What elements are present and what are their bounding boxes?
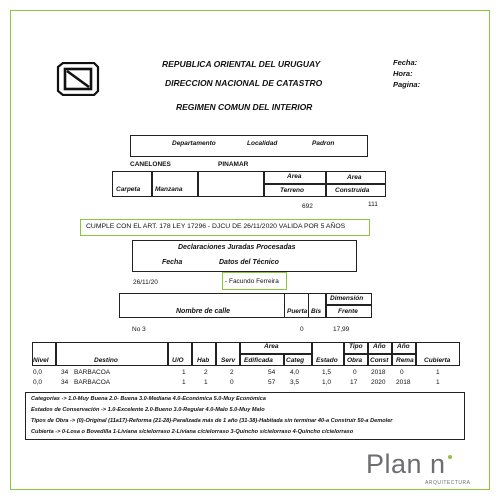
col-obra: Obra bbox=[347, 357, 363, 364]
row-uo: 1 bbox=[182, 369, 186, 376]
row-obra: 0 bbox=[353, 369, 357, 376]
col-departamento: Departamento bbox=[172, 140, 216, 147]
col-area-1: Area bbox=[287, 173, 302, 180]
col-tecnico: Datos del Técnico bbox=[219, 259, 279, 266]
header-hora: Hora: bbox=[393, 69, 413, 78]
calle-nombre: No 3 bbox=[132, 326, 146, 333]
col-fecha: Fecha bbox=[162, 259, 183, 266]
col-nombre-calle: Nombre de calle bbox=[176, 308, 231, 315]
area-construida-value: 111 bbox=[368, 201, 378, 208]
col-edificada: Edificada bbox=[244, 357, 273, 364]
col-area: Area bbox=[264, 343, 279, 350]
manzana-cell bbox=[152, 171, 198, 197]
localidad-value: PINAMAR bbox=[218, 161, 249, 168]
col-construida: Construida bbox=[335, 187, 370, 194]
col-frente: Frente bbox=[338, 308, 358, 315]
row-const: 2018 bbox=[371, 369, 386, 376]
row-categ: 4,0 bbox=[290, 369, 300, 376]
row-destino: BARBACOA bbox=[74, 369, 111, 376]
legend-tipos-obra: Tipos de Obra -> (0)-Original (11a17)-Reforma (21-28)-Paralizada más de 1 año (31-38)-Habitada sin terminar 40-a Construir 50-a Demoler bbox=[31, 418, 393, 424]
col-carpeta: Carpeta bbox=[116, 186, 141, 193]
catastro-logo-icon bbox=[56, 62, 100, 96]
legend-estados: Estados de Conservación -> 1.0-Excelente 2.0-Bueno 3.0-Regular 4.0-Malo 5.0-Muy Malo bbox=[31, 407, 265, 413]
col-nivel: Nivel bbox=[33, 357, 49, 364]
col-puerta: Puerta bbox=[287, 308, 308, 315]
row-serv: 2 bbox=[230, 369, 234, 376]
col-const: Const bbox=[370, 357, 389, 364]
row-nivel: 0,0 bbox=[33, 369, 43, 376]
row-cubierta: 1 bbox=[436, 369, 440, 376]
row-categ: 3,5 bbox=[290, 379, 300, 386]
col-bis: Bis bbox=[311, 308, 322, 315]
col-categ: Categ bbox=[286, 357, 305, 364]
col-localidad: Localidad bbox=[247, 140, 278, 147]
row-destino: BARBACOA bbox=[74, 379, 111, 386]
row-nivel: 0,0 bbox=[33, 379, 43, 386]
calle-puerta: 0 bbox=[300, 326, 304, 333]
col-manzana: Manzana bbox=[155, 186, 183, 193]
col-ano-rema: Año bbox=[397, 343, 410, 350]
legend-categorias: Categorias -> 1.0-Muy Buena 2.0- Buena 3.0-Mediana 4.0-Económica 5.0-Muy Económica bbox=[31, 396, 266, 402]
col-terreno: Terreno bbox=[280, 187, 304, 194]
area-terreno-value: 692 bbox=[302, 203, 313, 210]
col-ano-const: Año bbox=[373, 343, 386, 350]
row-cubierta: 1 bbox=[436, 379, 440, 386]
header-country: REPUBLICA ORIENTAL DEL URUGUAY bbox=[162, 59, 321, 69]
blank-cell bbox=[198, 171, 264, 197]
row-edificada: 54 bbox=[268, 369, 276, 376]
col-cubierta: Cubierta bbox=[424, 357, 451, 364]
declaracion-tecnico: - Facundo Ferreira bbox=[225, 278, 279, 285]
col-area-2: Area bbox=[347, 174, 362, 181]
header-regimen: REGIMEN COMUN DEL INTERIOR bbox=[176, 102, 313, 112]
row-const: 2020 bbox=[371, 379, 386, 386]
brand-subtitle: ARQUITECTURA bbox=[425, 480, 471, 486]
col-serv: Serv bbox=[221, 357, 236, 364]
row-hab: 1 bbox=[204, 379, 208, 386]
col-destino: Destino bbox=[94, 357, 118, 364]
legend-cubierta: Cubierta -> 0-Losa o Bovedilla 1-Liviana s/cielorraso 2-Liviana c/cielorraso 3-Quincho s/cielorraso 4-Quincho c/cielorraso bbox=[31, 429, 354, 435]
declaraciones-title: Declaraciones Juradas Procesadas bbox=[178, 244, 296, 251]
row-edificada: 57 bbox=[268, 379, 276, 386]
row-estado: 1,5 bbox=[322, 369, 332, 376]
declaracion-fecha: 26/11/20 bbox=[133, 279, 158, 286]
col-dimension: Dimensión bbox=[330, 295, 364, 302]
cumple-text: CUMPLE CON EL ART. 178 LEY 17296 - DJCU DE 26/11/2020 VALIDA POR 5 AÑOS bbox=[86, 223, 346, 230]
col-hab: Hab bbox=[197, 357, 210, 364]
row-rema: 0 bbox=[400, 369, 404, 376]
carpeta-cell bbox=[112, 171, 152, 197]
row-rema: 2018 bbox=[396, 379, 411, 386]
col-padron: Padron bbox=[312, 140, 335, 147]
col-uo: U/O bbox=[172, 357, 184, 364]
col-rema: Rema bbox=[396, 357, 414, 364]
header-fecha: Fecha: bbox=[393, 58, 418, 67]
row-code: 34 bbox=[61, 369, 69, 376]
col-tipo: Tipo bbox=[349, 343, 363, 350]
brand-dot-icon bbox=[448, 455, 452, 459]
row-uo: 1 bbox=[182, 379, 186, 386]
row-estado: 1,0 bbox=[322, 379, 332, 386]
header-pagina: Pagina: bbox=[393, 80, 421, 89]
row-hab: 2 bbox=[204, 369, 208, 376]
col-estado: Estado bbox=[316, 357, 338, 364]
row-serv: 0 bbox=[230, 379, 234, 386]
departamento-value: CANELONES bbox=[130, 161, 171, 168]
row-code: 34 bbox=[61, 379, 69, 386]
header-direccion: DIRECCION NACIONAL DE CATASTRO bbox=[165, 78, 323, 88]
brand-logo: Plan n bbox=[366, 449, 446, 479]
calle-frente: 17,99 bbox=[333, 326, 350, 333]
row-obra: 17 bbox=[350, 379, 358, 386]
